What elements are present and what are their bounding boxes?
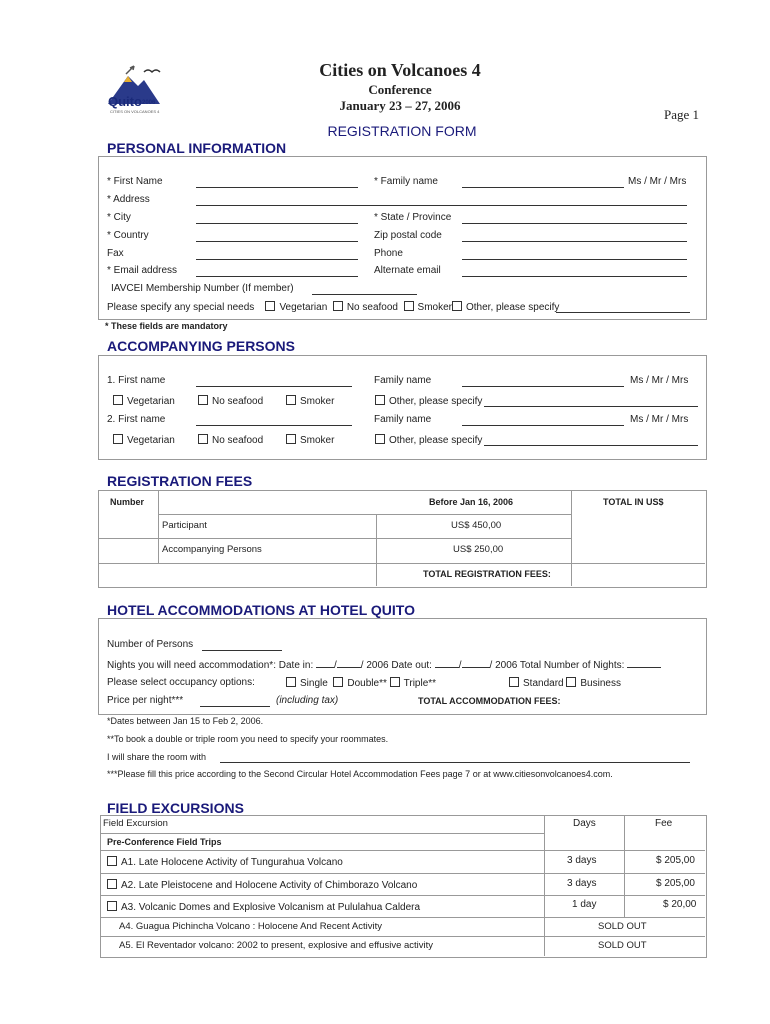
single-label: Single [300, 678, 328, 689]
triple-checkbox[interactable] [390, 677, 400, 687]
trip-a1-checkbox[interactable] [107, 856, 117, 866]
trip-a3-days: 1 day [572, 899, 597, 910]
family-name-field[interactable] [462, 177, 624, 188]
fees-heading: REGISTRATION FEES [107, 473, 253, 489]
acc1-smoker [286, 395, 334, 407]
trip-a1-days: 3 days [567, 855, 597, 866]
nights-row: Nights you will need accommodation*: Date in: / / 2006 Date out: / / 2006 Total Number of Nights: [107, 657, 661, 671]
alt-email-field[interactable] [462, 266, 687, 277]
acc2-other-field[interactable] [484, 435, 698, 446]
form-title: REGISTRATION FORM [327, 123, 477, 139]
acc1-options-row [113, 395, 175, 407]
alt-email-label: Alternate email [374, 265, 441, 276]
vegetarian-checkbox[interactable] [265, 301, 275, 311]
state-field[interactable] [462, 213, 687, 224]
logo-city: Quito [108, 94, 142, 109]
acc2-other [375, 434, 482, 446]
special-needs-label: Please specify any special needs [107, 302, 255, 313]
acc1-noseafood-checkbox[interactable] [198, 395, 208, 405]
acc2-first-label: 2. First name [107, 414, 166, 425]
trip-a2-checkbox[interactable] [107, 879, 117, 889]
other-needs-field[interactable] [556, 302, 690, 313]
phone-label: Phone [374, 248, 403, 259]
acc2-smoker [286, 434, 334, 446]
room-type-options [509, 677, 621, 689]
triple-label: Triple** [403, 678, 437, 689]
accommodation-total-label: TOTAL ACCOMMODATION FEES: [418, 696, 561, 706]
business-checkbox[interactable] [566, 677, 576, 687]
trip-a5-soldout: SOLD OUT [598, 940, 647, 951]
standard-checkbox[interactable] [509, 677, 519, 687]
iavcei-label: IAVCEI Membership Number (If member) [111, 283, 294, 294]
family-name-label: * Family name [374, 176, 438, 187]
trip-a2-days: 3 days [567, 878, 597, 889]
fee-accompanying-price: US$ 250,00 [453, 544, 504, 555]
acc2-vegetarian-checkbox[interactable] [113, 434, 123, 444]
acc2-noseafood-label: No seafood [212, 435, 264, 446]
state-label: * State / Province [374, 212, 452, 223]
trip-a2-name: A2. Late Pleistocene and Holocene Activity of Chimborazo Volcano [121, 880, 418, 891]
date-out-month[interactable] [462, 657, 490, 668]
double-label: Double** [347, 678, 387, 689]
zip-field[interactable] [462, 231, 687, 242]
trip-a1 [107, 856, 343, 868]
occupancy-options [286, 677, 436, 689]
incl-tax-label: (including tax) [276, 695, 339, 706]
trip-a3-name: A3. Volcanic Domes and Explosive Volcanism at Pululahua Caldera [121, 902, 421, 913]
title-options: Ms / Mr / Mrs [628, 176, 687, 187]
email-label: * Email address [107, 265, 178, 276]
persons-field[interactable] [202, 640, 282, 651]
mandatory-note: * These fields are mandatory [105, 321, 228, 331]
acc2-other-checkbox[interactable] [375, 434, 385, 444]
acc1-other-checkbox[interactable] [375, 395, 385, 405]
trip-a2-fee: $ 205,00 [656, 878, 695, 889]
acc2-noseafood-checkbox[interactable] [198, 434, 208, 444]
acc2-vegetarian-label: Vegetarian [127, 435, 175, 446]
excursions-col-fee: Fee [655, 818, 673, 829]
logo-year: 2006 [142, 100, 156, 106]
date-out-day[interactable] [435, 657, 459, 668]
fees-col-total: TOTAL IN US$ [603, 497, 664, 507]
date-in-day[interactable] [316, 657, 334, 668]
city-label: * City [107, 212, 131, 223]
acc1-other [375, 395, 482, 407]
acc2-first-field[interactable] [196, 415, 352, 426]
email-field[interactable] [196, 266, 358, 277]
conference-subtitle: Conference [368, 82, 432, 97]
trip-a2 [107, 879, 417, 891]
acc1-vegetarian-checkbox[interactable] [113, 395, 123, 405]
excursions-col-trip: Field Excursion [103, 818, 168, 829]
fee-participant-label: Participant [162, 520, 207, 531]
trip-a4-soldout: SOLD OUT [598, 921, 647, 932]
total-nights-field[interactable] [627, 657, 661, 668]
pre-conference-heading: Pre-Conference Field Trips [107, 837, 222, 847]
phone-field[interactable] [462, 249, 687, 260]
fax-label: Fax [107, 248, 124, 259]
double-checkbox[interactable] [333, 677, 343, 687]
acc2-vegetarian [113, 434, 175, 446]
acc2-titles: Ms / Mr / Mrs [630, 414, 689, 425]
business-label: Business [580, 678, 621, 689]
hotel-heading: HOTEL ACCOMMODATIONS AT HOTEL QUITO [107, 602, 415, 618]
trip-a1-name: A1. Late Holocene Activity of Tungurahua Volcano [121, 857, 343, 868]
hotel-note-price: ***Please fill this price according to the Second Circular Hotel Accommodation Fees page 7 or at www.citiesonvolcanoes4.com. [107, 769, 613, 779]
other-label: Other, please specify [466, 302, 560, 313]
acc1-smoker-label: Smoker [300, 396, 335, 407]
acc1-noseafood-label: No seafood [212, 396, 264, 407]
price-label: Price per night*** [107, 695, 184, 706]
occupancy-label: Please select occupancy options: [107, 677, 255, 688]
roommate-field[interactable] [220, 752, 690, 763]
noseafood-checkbox[interactable] [333, 301, 343, 311]
first-name-field[interactable] [196, 177, 358, 188]
personal-heading: PERSONAL INFORMATION [107, 140, 287, 156]
price-field[interactable] [200, 696, 270, 707]
hotel-note-share: I will share the room with [107, 752, 207, 762]
hotel-note-dates: *Dates between Jan 15 to Feb 2, 2006. [107, 716, 264, 726]
acc1-first-label: 1. First name [107, 375, 166, 386]
city-field[interactable] [196, 213, 358, 224]
date-in-month[interactable] [337, 657, 361, 668]
acc1-family-label: Family name [374, 375, 432, 386]
first-name-label: * First Name [107, 176, 163, 187]
hotel-note-roommates: **To book a double or triple room you need to specify your roommates. [107, 734, 389, 744]
acc2-smoker-checkbox[interactable] [286, 434, 296, 444]
fees-total-cell[interactable] [573, 565, 703, 584]
country-field[interactable] [196, 231, 358, 242]
address-label: * Address [107, 194, 150, 205]
address-field[interactable] [196, 195, 687, 206]
special-needs-row [107, 301, 559, 313]
fax-field[interactable] [196, 249, 358, 260]
acc1-other-field[interactable] [484, 396, 698, 407]
page-title: Cities on Volcanoes 4 [319, 60, 481, 80]
single-checkbox[interactable] [286, 677, 296, 687]
vegetarian-label: Vegetarian [279, 302, 328, 313]
fees-col-number: Number [110, 497, 145, 507]
accompanying-heading: ACCOMPANYING PERSONS [107, 338, 295, 354]
date-out-label: / 2006 Date out: [360, 660, 432, 671]
acc2-family-label: Family name [374, 414, 432, 425]
acc2-other-label: Other, please specify [389, 435, 483, 446]
fee-participant-price: US$ 450,00 [451, 520, 502, 531]
trip-a3-fee: $ 20,00 [663, 899, 697, 910]
fees-total-label: TOTAL REGISTRATION FEES: [423, 569, 551, 579]
iavcei-field[interactable] [312, 284, 417, 295]
acc2-noseafood [198, 434, 263, 446]
acc1-smoker-checkbox[interactable] [286, 395, 296, 405]
acc1-vegetarian-label: Vegetarian [127, 396, 175, 407]
smoker-checkbox[interactable] [404, 301, 414, 311]
trip-a1-fee: $ 205,00 [656, 855, 695, 866]
zip-label: Zip postal code [374, 230, 442, 241]
trip-a3-checkbox[interactable] [107, 901, 117, 911]
total-nights-label: / 2006 Total Number of Nights: [489, 660, 625, 671]
nights-label: Nights you will need accommodation*: Date in: [107, 660, 314, 671]
acc1-other-label: Other, please specify [389, 396, 483, 407]
acc1-family-field[interactable] [462, 376, 624, 387]
conference-dates: January 23 – 27, 2006 [339, 98, 461, 113]
acc1-titles: Ms / Mr / Mrs [630, 375, 689, 386]
page-number: Page 1 [664, 107, 700, 122]
standard-label: Standard [523, 678, 564, 689]
noseafood-label: No seafood [346, 302, 398, 313]
acc1-first-field[interactable] [196, 376, 352, 387]
acc1-noseafood [198, 395, 263, 407]
acc2-family-field[interactable] [462, 415, 624, 426]
smoker-label: Smoker [417, 302, 452, 313]
fees-col-before: Before Jan 16, 2006 [429, 497, 514, 507]
trip-a4-name: A4. Guagua Pichincha Volcano : Holocene And Recent Activity [119, 921, 382, 932]
trip-a5-name: A5. El Reventador volcano: 2002 to present, explosive and effusive activity [119, 940, 434, 951]
trip-a3 [107, 901, 420, 913]
excursions-col-days: Days [573, 818, 596, 829]
excursions-heading: FIELD EXCURSIONS [107, 800, 244, 816]
fee-accompanying-label: Accompanying Persons [162, 544, 262, 555]
other-checkbox[interactable] [452, 301, 462, 311]
persons-label: Number of Persons [107, 639, 194, 650]
acc2-smoker-label: Smoker [300, 435, 335, 446]
logo-subtitle: CITIES ON VOLCANOES 4 [110, 109, 160, 114]
country-label: * Country [107, 230, 149, 241]
